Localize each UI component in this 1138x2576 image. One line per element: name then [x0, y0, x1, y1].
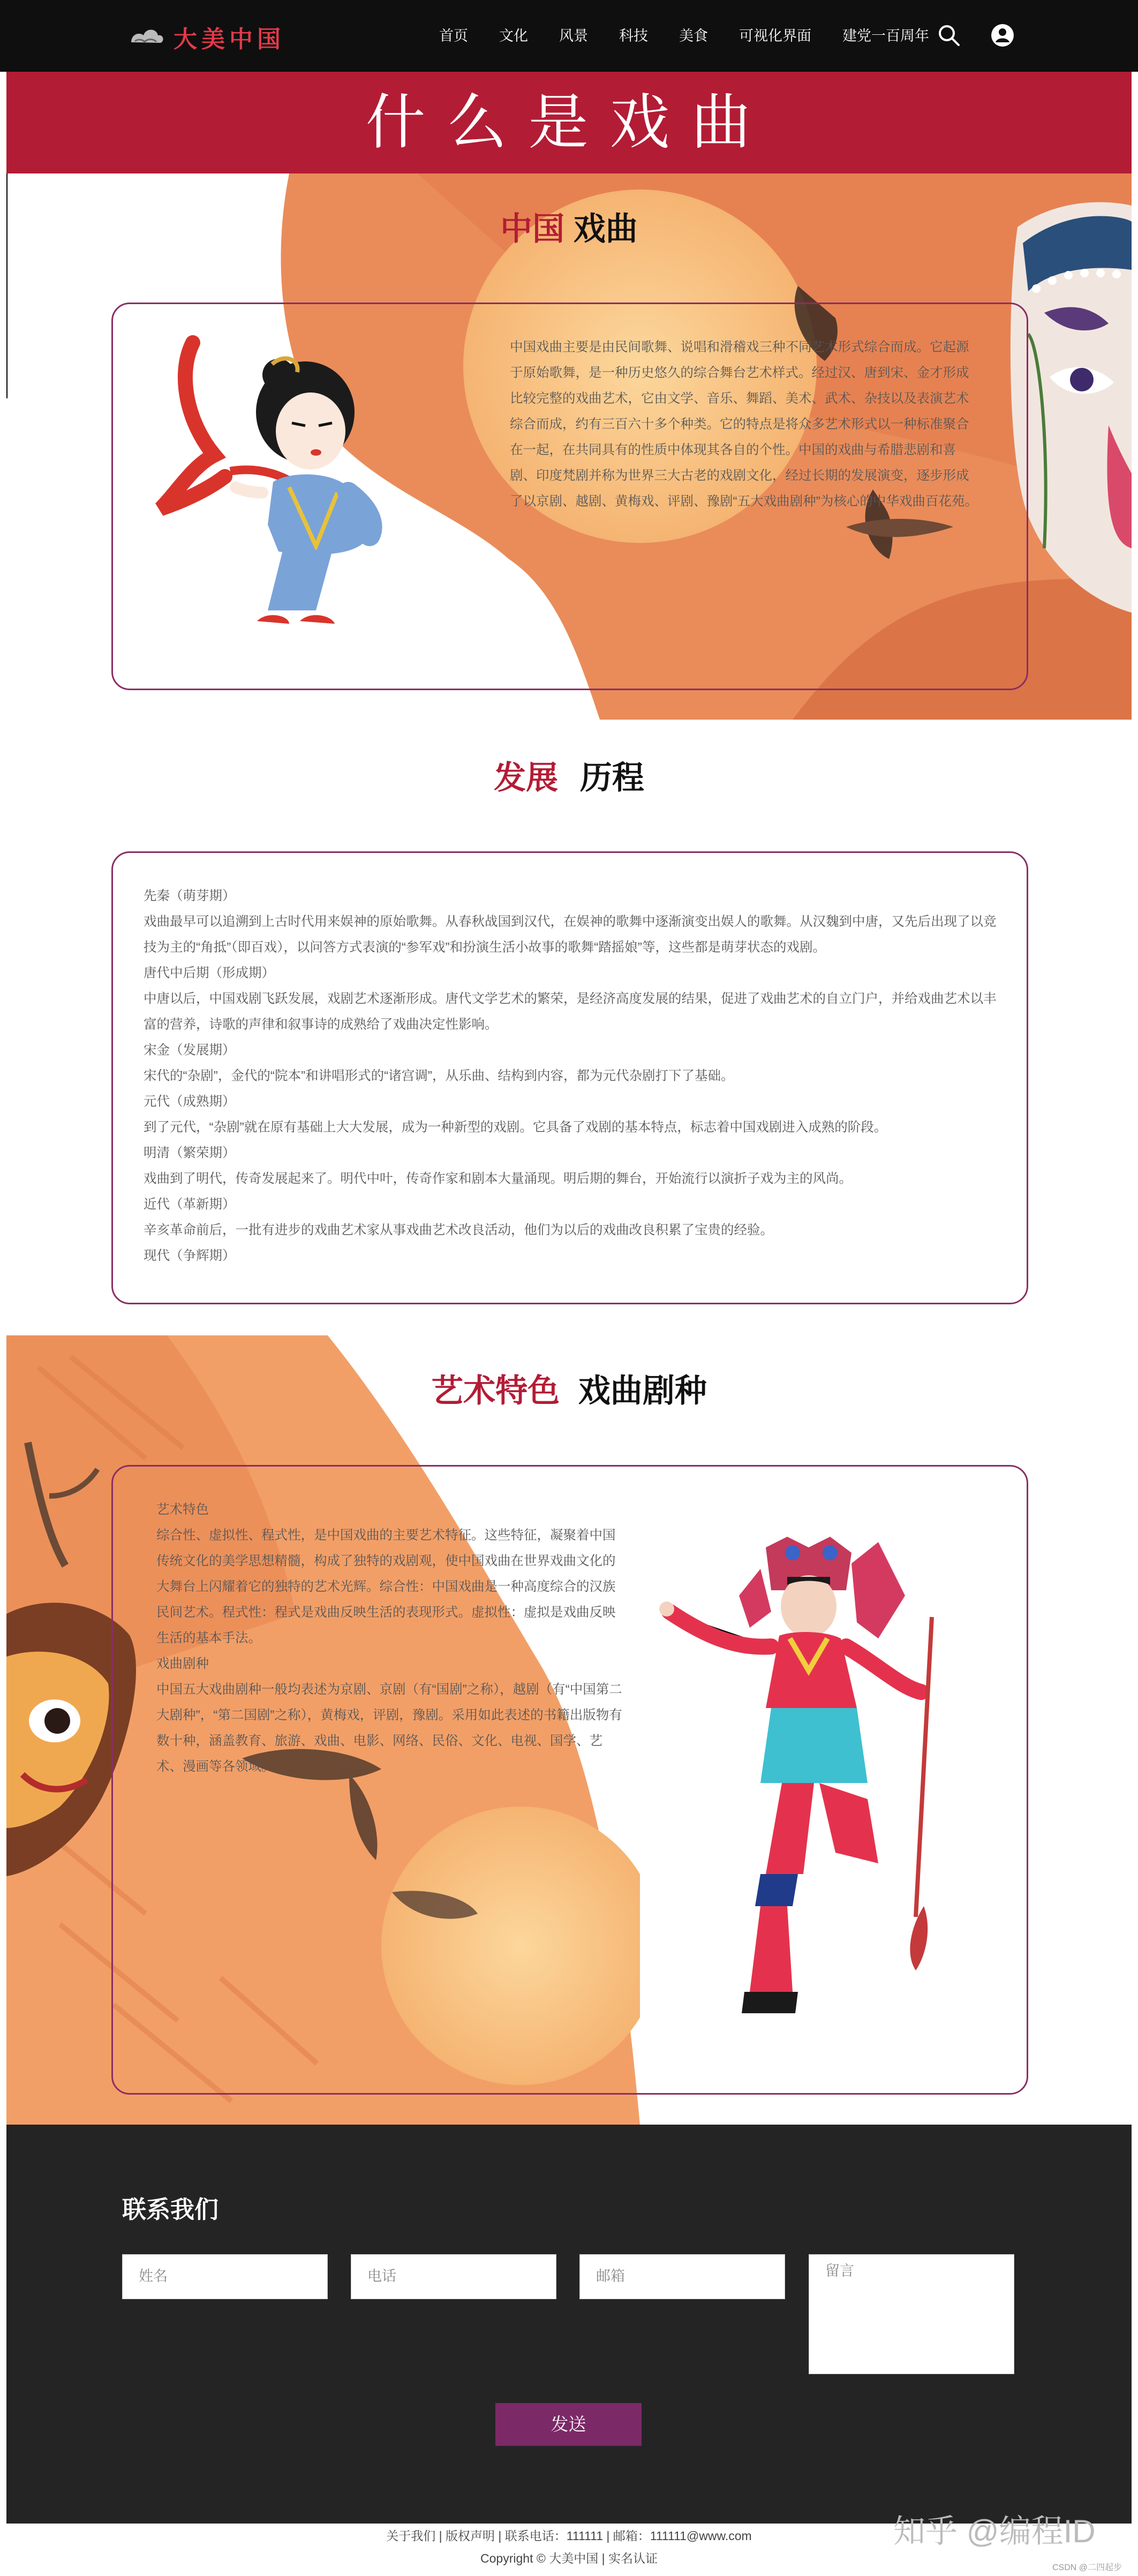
history-era-text: 到了元代，“杂剧”就在原有基础上大大发展，成为一种新型的戏剧。它具备了戏剧的基本特点，标志着中国戏剧进入成熟的阶段。 — [144, 1120, 887, 1135]
csdn-watermark: CSDN @二四起步 — [1052, 2563, 1122, 2572]
site-logo[interactable] — [129, 18, 300, 56]
email-input[interactable]: 邮箱 — [579, 2254, 785, 2299]
intro-text: 中国戏曲主要是由民间歌舞、说唱和滑稽戏三种不同艺术形式综合而成。它起源于原始歌舞，是一种历史悠久的综合舞台艺术样式。经过汉、唐到宋、金才形成比较完整的戏曲艺术，它由文学、音乐、舞蹈、美术、武术、杂技以及表演艺术综合而成，约有三百六十多个种类。它的特点是将众多艺术形式以一种标准聚合在一起，在共同具有的性质中体现其各自的个性。中国的戏曲与希腊悲剧和喜剧、印度梵剧并称为世界三大古老的戏剧文化，经过长期的发展演变，逐步形成了以京剧、越剧、黄梅戏、评剧、豫剧“五大戏曲剧种”为核心的中华戏曲百花苑。 — [510, 340, 978, 509]
history-era-title: 唐代中后期（形成期） — [144, 966, 275, 980]
history-era-title: 宋金（发展期） — [144, 1043, 236, 1057]
section-title-art — [0, 1365, 1138, 1411]
brand-name: 大美中国 — [174, 26, 285, 52]
contact-title: 联系我们 — [122, 2196, 219, 2223]
copyright-text: Copyright © 大美中国 | 实名认证 — [480, 2551, 658, 2565]
history-era-text: 辛亥革命前后，一批有进步的戏曲艺术家从事戏曲艺术改良活动，他们为以后的戏曲改良积累了宝贵的经验。 — [144, 1223, 773, 1237]
section-title-accent: 中国 — [500, 211, 565, 247]
section-title-intro — [0, 203, 1138, 250]
art-subtitle: 艺术特色 — [156, 1502, 209, 1517]
art-paragraph: 综合性、虚拟性、程式性，是中国戏曲的主要艺术特征。这些特征，凝聚着中国传统文化的美学思想精髓，构成了独特的戏剧观，使中国戏曲在世界戏曲文化的大舞台上闪耀着它的独特的艺术光辉。综合性：中国戏曲是一种高度综合的汉族民间艺术。程式性：程式是戏曲反映生活的表现形式。虚拟性：虚拟是戏曲反映生活的基本手法。 — [156, 1528, 616, 1645]
send-button[interactable]: 发送 — [495, 2403, 642, 2446]
section-title-rest: 戏曲剧种 — [578, 1373, 707, 1409]
top-navbar — [0, 0, 1138, 72]
art-subtitle: 戏曲剧种 — [156, 1657, 209, 1671]
history-era-text: 宋代的“杂剧”，金代的“院本”和讲唱形式的“诸宫调”，从乐曲、结构到内容，都为元代杂剧打下了基础。 — [144, 1069, 734, 1083]
nav-item-tech[interactable]: 科技 — [619, 28, 648, 44]
nav-item-scenery[interactable]: 风景 — [559, 28, 588, 44]
nav-menu — [439, 24, 960, 48]
nav-item-food[interactable]: 美食 — [679, 28, 708, 44]
history-era-title: 先秦（萌芽期） — [144, 889, 236, 903]
nav-item-culture[interactable]: 文化 — [499, 28, 528, 44]
child-opera-costume-photo — [653, 1531, 975, 2024]
history-text — [144, 883, 1000, 1269]
footer-links[interactable]: 关于我们 | 版权声明 | 联系电话：111111 | 邮箱：111111@www.com — [386, 2529, 752, 2543]
section-title-rest: 戏曲 — [573, 211, 638, 247]
art-text — [156, 1497, 628, 1780]
history-era-text: 中唐以后，中国戏剧飞跃发展，戏剧艺术逐渐形成。唐代文学艺术的繁荣，是经济高度发展的结果，促进了戏曲艺术的自立门户，并给戏曲艺术以丰富的营养，诗歌的声律和叙事诗的成熟给了戏曲决定性影响。 — [144, 992, 997, 1032]
name-input[interactable]: 姓名 — [122, 2254, 328, 2299]
phone-input[interactable]: 电话 — [351, 2254, 556, 2299]
section-title-history — [0, 752, 1138, 798]
page-title: 什么是戏曲 — [365, 88, 773, 157]
nav-item-party-centenary[interactable]: 建党一百周年 — [842, 28, 929, 44]
history-era-title: 近代（革新期） — [144, 1197, 236, 1212]
cartoon-opera-girl-image — [155, 332, 444, 643]
section-title-rest: 历程 — [579, 760, 644, 796]
history-era-title: 现代（争辉期） — [144, 1249, 236, 1263]
user-account-icon[interactable] — [991, 24, 1014, 47]
history-era-text: 戏曲到了明代，传奇发展起来了。明代中叶，传奇作家和剧本大量涌现。明后期的舞台，开始流行以演折子戏为主的风尚。 — [144, 1172, 852, 1186]
history-era-title: 明清（繁荣期） — [144, 1146, 236, 1160]
section-title-accent: 发展 — [494, 760, 559, 796]
history-era-text: 戏曲最早可以追溯到上古时代用来娱神的原始歌舞。从春秋战国到汉代，在娱神的歌舞中逐渐演变出娱人的歌舞。从汉魏到中唐，又先后出现了以竞技为主的“角抵”（即百戏），以问答方式表演的“参军戏”和扮演生活小故事的歌舞“踏摇娘”等，这些都是萌芽状态的戏剧。 — [144, 915, 997, 955]
nav-item-home[interactable]: 首页 — [439, 28, 468, 44]
art-paragraph: 中国五大戏曲剧种一般均表述为京剧、京剧（有“国剧”之称），越剧（有“中国第二大剧种”，“第二国剧”之称），黄梅戏，评剧，豫剧。采用如此表述的书籍出版物有数十种，涵盖教育、旅游、戏曲、电影、网络、民俗、文化、电视、国学、艺术、漫画等各领域。 — [156, 1682, 622, 1774]
message-textarea[interactable]: 留言 — [809, 2254, 1014, 2374]
nav-item-visualization[interactable]: 可视化界面 — [739, 28, 811, 44]
search-icon[interactable] — [937, 24, 961, 47]
history-era-title: 元代（成熟期） — [144, 1094, 236, 1109]
section-title-accent: 艺术特色 — [431, 1373, 560, 1409]
zhihu-watermark: 知乎 @编程ID — [893, 2513, 1096, 2549]
cloud-logo-icon — [129, 24, 166, 50]
